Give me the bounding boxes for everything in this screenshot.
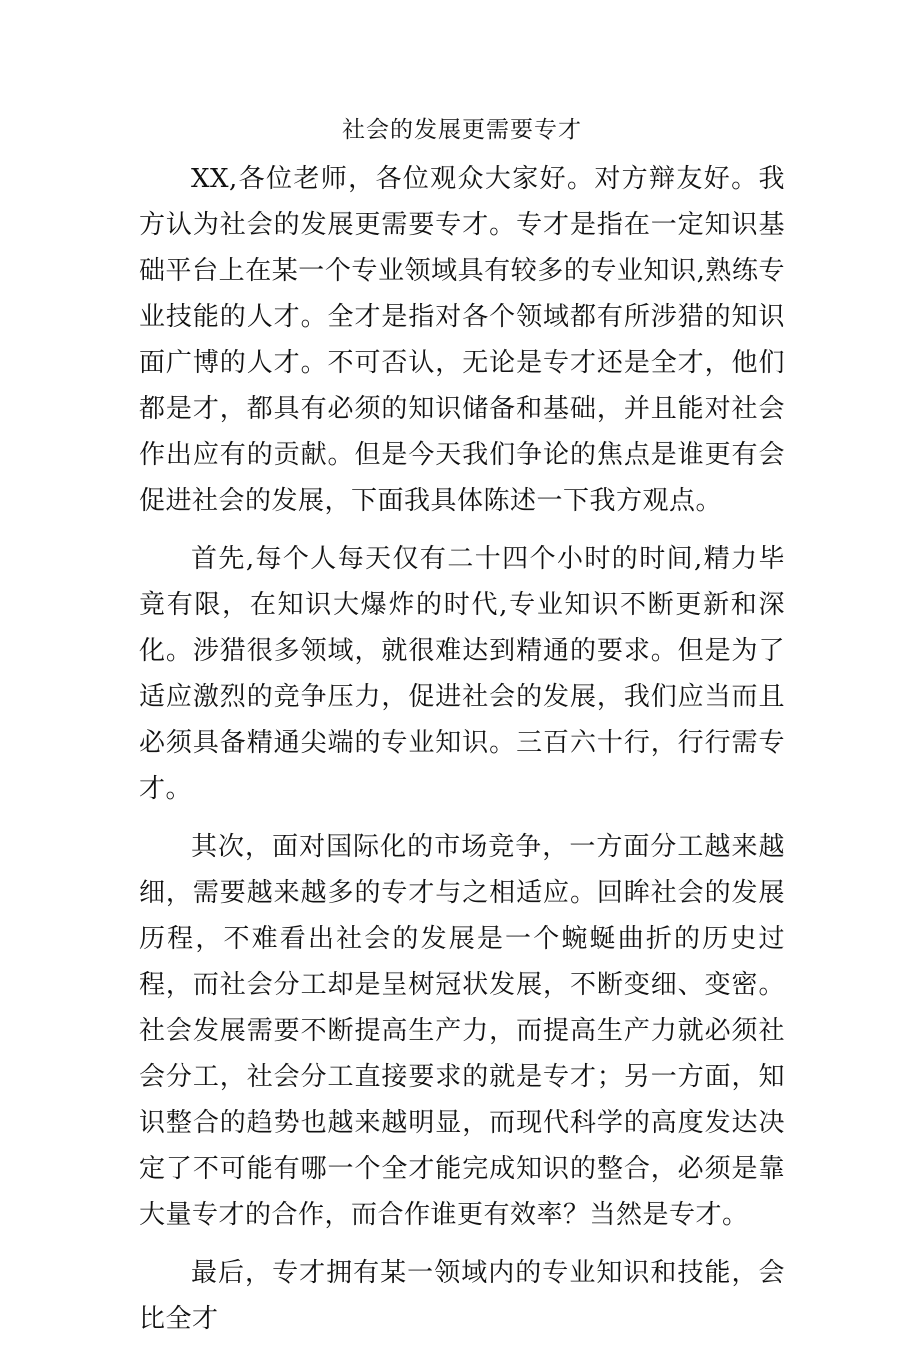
paragraph-first-point: 首先,每个人每天仅有二十四个小时的时间,精力毕竟有限，在知识大爆炸的时代,专业知识不断更新和深化。涉猎很多领域，就很难达到精通的要求。但是为了适应激烈的竞争压力，促进社会的发展，我们应当而且必须具备精通尖端的专业知识。三百六十行，行行需专才。 — [139, 544, 785, 804]
paragraph-last-point: 最后，专才拥有某一领域内的专业知识和技能，会比全才 — [139, 1258, 785, 1334]
document-title: 社会的发展更需要专才 — [342, 117, 582, 143]
paragraph-opening: XX,各位老师，各位观众大家好。对方辩友好。我方认为社会的发展更需要专才。专才是指在一定知识基础平台上在某一个专业领域具有较多的专业知识,熟练专业技能的人才。全才是指对各个领域都有所涉猎的知识面广博的人才。不可否认，无论是专才还是全才，他们都是才，都具有必须的知识储备和基础，并且能对社会作出应有的贡献。但是今天我们争论的焦点是谁更有会促进社会的发展，下面我具体陈述一下我方观点。 — [139, 164, 785, 516]
document-body — [139, 112, 785, 1354]
paragraph-second-point: 其次，面对国际化的市场竞争，一方面分工越来越细，需要越来越多的专才与之相适应。回眸社会的发展历程，不难看出社会的发展是一个蜿蜒曲折的历史过程，而社会分工却是呈树冠状发展，不断变细、变密。社会发展需要不断提高生产力，而提高生产力就必须社会分工，社会分工直接要求的就是专才；另一方面，知识整合的趋势也越来越明显，而现代科学的高度发达决定了不可能有哪一个全才能完成知识的整合，必须是靠大量专才的合作，而合作谁更有效率？当然是专才。 — [139, 832, 785, 1230]
